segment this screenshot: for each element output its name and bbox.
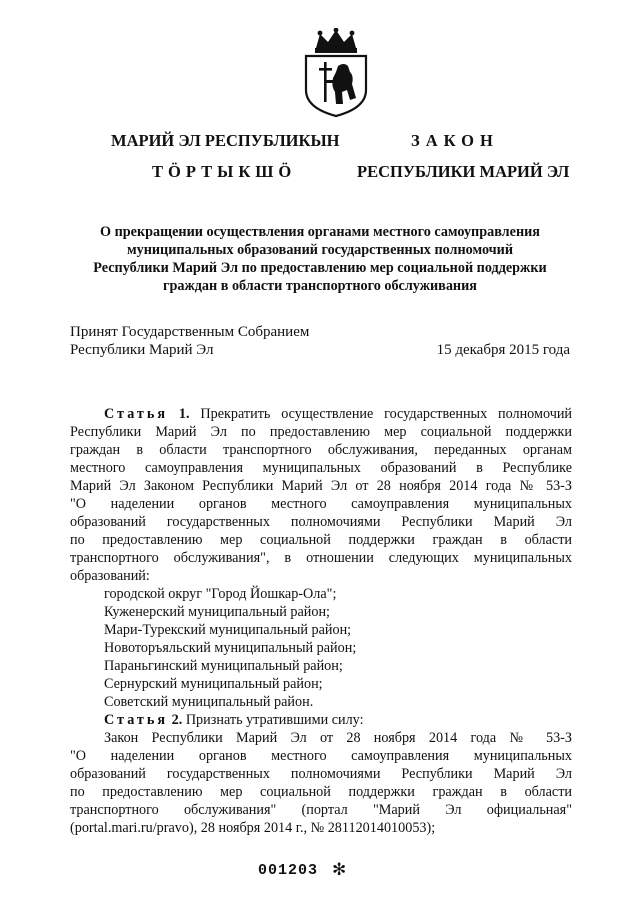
article-label: Статья [104, 406, 169, 422]
header-left-subtitle: ТӦРТЫКШӦ [152, 162, 297, 181]
header-right-subtitle: РЕСПУБЛИКИ МАРИЙ ЭЛ [357, 162, 570, 181]
article-text: Прекратить осуществление государственных полномочий [200, 406, 573, 422]
law-title-line: О прекращении осуществления органами местного самоуправления [100, 224, 540, 240]
article-label: Статья [104, 712, 169, 728]
article-1-line: образований: [70, 568, 150, 584]
list-item: Советский муниципальный район. [104, 694, 314, 710]
list-item: Параньгинский муниципальный район; [104, 658, 343, 674]
list-item: Мари-Турекский муниципальный район; [104, 622, 352, 638]
article-2-line: Закон Республики Марий Эл от 28 ноября 2014 года № 53-З [104, 730, 572, 746]
list-item: городской округ "Город Йошкар-Ола"; [104, 586, 337, 602]
article-1-line: транспортного обслуживания", в отношении следующих муниципальных [70, 550, 572, 566]
article-2-line: по предоставлению мер социальной поддержки граждан в области [70, 784, 572, 800]
article-2-line: транспортного обслуживания" (портал "Марий Эл официальная" [70, 802, 572, 818]
article-number: 1. [178, 406, 190, 422]
article-text: Признать утратившими силу: [185, 712, 364, 728]
adoption-row [70, 341, 570, 359]
article-2-first-line [70, 711, 572, 729]
law-title [70, 223, 570, 295]
article-1-line: по предоставлению мер социальной поддержки граждан в области [70, 532, 572, 548]
article-1-line: образований государственных полномочиями Республики Марий Эл [70, 514, 572, 530]
list-item: Новоторъяльский муниципальный район; [104, 640, 357, 656]
law-body [70, 405, 572, 837]
law-title-line: Республики Марий Эл по предоставлению мер социальной поддержки [93, 260, 547, 276]
adoption-line: Принят Государственным Собранием [70, 324, 310, 340]
law-title-line: муниципальных образований государственных полномочий [126, 242, 514, 258]
header-right-title: ЗАКОН [411, 131, 499, 150]
article-number: 2. [171, 712, 183, 728]
article-2-line: (portal.mari.ru/pravo), 28 ноября 2014 г., № 28112014010053); [70, 820, 436, 836]
article-1-line: граждан в области транспортного обслуживания, переданных органам [70, 442, 572, 458]
adoption-date: 15 декабря 2015 года [436, 342, 570, 358]
asterisk-mark-icon: ✻ [332, 860, 347, 880]
adoption-block [70, 323, 570, 359]
coat-of-arms-icon [298, 28, 374, 118]
article-1-line: местного самоуправления муниципальных образований в Республике [70, 460, 572, 476]
article-2-line: образований государственных полномочиями Республики Марий Эл [70, 766, 572, 782]
document-serial-number: 001203 [258, 862, 319, 879]
list-item: Куженерский муниципальный район; [104, 604, 331, 620]
list-item: Сернурский муниципальный район; [104, 676, 323, 692]
article-1-line: Республики Марий Эл по предоставлению мер социальной поддержки [70, 424, 572, 440]
article-1-line: Марий Эл Законом Республики Марий Эл от 28 ноября 2014 года № 53-З [70, 478, 572, 494]
article-1-first-line [70, 405, 572, 423]
header-left-title: МАРИЙ ЭЛ РЕСПУБЛИКЫН [111, 131, 340, 150]
law-title-line: граждан в области транспортного обслуживания [163, 278, 477, 294]
article-1-line: "О наделении органов местного самоуправления муниципальных [70, 496, 572, 512]
article-2-line: "О наделении органов местного самоуправления муниципальных [70, 748, 572, 764]
adoption-line: Республики Марий Эл [70, 342, 214, 358]
